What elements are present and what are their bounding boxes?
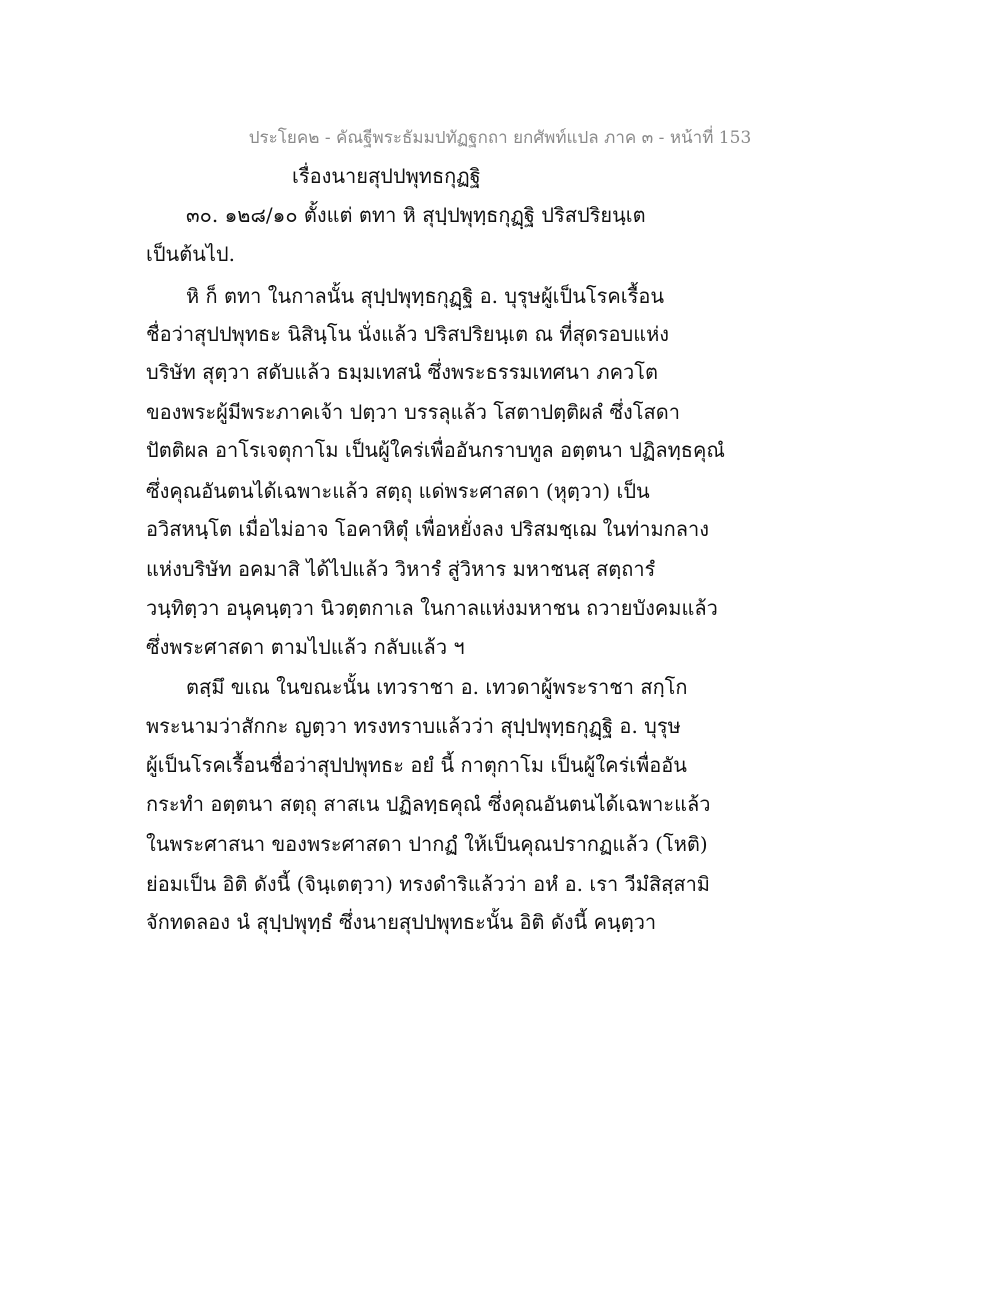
text-line: จักทดลอง นํ สุปฺปพุทฺธํ ซึ่งนายสุปปพุทธะนั้น อิติ ดังนี้ คนฺตฺวา: [146, 910, 657, 934]
text-line: ผู้เป็นโรคเรื้อนชื่อว่าสุปปพุทธะ อยํ นี้ กาตุกาโม เป็นผู้ใคร่เพื่ออัน: [146, 753, 687, 777]
text-line: ในพระศาสนา ของพระศาสดา ปากฏํ ให้เป็นคุณปรากฏแล้ว (โหติ): [146, 832, 708, 856]
text-line: แห่งบริษัท อคมาสิ ได้ไปแล้ว วิหารํ สู่วิหาร มหาชนสฺ สตฺถารํ: [146, 557, 656, 581]
text-line: ๓๐. ๑๒๘/๑๐ ตั้งแต่ ตทา หิ สุปฺปพุทฺธกุฏฺฐิ ปริสปริยนฺเต: [186, 203, 646, 227]
text-line: กระทำ อตฺตนา สตฺถุ สาสเน ปฏิลทฺธคุณํ ซึ่งคุณอันตนได้เฉพาะแล้ว: [146, 792, 711, 816]
text-line: ตสฺมึ ขเณ ในขณะนั้น เทวราชา อ. เทวดาผู้พระราชา สกฺโก: [186, 675, 688, 699]
text-line: บริษัท สุตฺวา สดับแล้ว ธมฺมเทสนํ ซึ่งพระธรรมเทศนา ภควโต: [146, 360, 659, 384]
text-line: ของพระผู้มีพระภาคเจ้า ปตฺวา บรรลุแล้ว โสตาปตฺติผลํ ซึ่งโสดา: [146, 400, 680, 424]
text-line: อวิสหนฺโต เมื่อไม่อาจ โอคาหิตุํ เพื่อหยั่งลง ปริสมชฺเฌ ในท่ามกลาง: [146, 517, 710, 541]
text-line: ปัตติผล อาโรเจตุกาโม เป็นผู้ใคร่เพื่ออันกราบทูล อตฺตนา ปฏิลทฺธคุณํ: [146, 438, 725, 462]
story-title: เรื่องนายสุปปพุทธกุฏฐิ: [292, 164, 481, 188]
text-line: หิ ก็ ตทา ในกาลนั้น สุปฺปพุทฺธกุฏฺฐิ อ. บุรุษผู้เป็นโรคเรื้อน: [186, 284, 664, 308]
text-line: วนฺทิตฺวา อนุคนฺตฺวา นิวตฺตกาเล ในกาลแห่งมหาชน ถวายบังคมแล้ว: [146, 596, 718, 620]
text-line: พระนามว่าสักกะ ญตฺวา ทรงทราบแล้วว่า สุปฺปพุทฺธกุฏฺฐิ อ. บุรุษ: [146, 714, 681, 738]
text-line: เป็นต้นไป.: [146, 242, 235, 266]
running-header: ประโยค๒ - คัณฐีพระธัมมปทัฏฐกถา ยกศัพท์แปล ภาค ๓ - หน้าที่ 153: [248, 128, 752, 148]
text-line: ย่อมเป็น อิติ ดังนี้ (จินฺเตตฺวา) ทรงดำริแล้วว่า อหํ อ. เรา วีมํสิสฺสามิ: [146, 872, 710, 896]
text-line: ซึ่งพระศาสดา ตามไปแล้ว กลับแล้ว ฯ: [146, 635, 465, 659]
text-line: ซึ่งคุณอันตนได้เฉพาะแล้ว สตฺถุ แด่พระศาสดา (หุตฺวา) เป็น: [146, 479, 650, 503]
text-line: ชื่อว่าสุปปพุทธะ นิสินฺโน นั่งแล้ว ปริสปริยนฺเต ณ ที่สุดรอบแห่ง: [146, 322, 670, 346]
